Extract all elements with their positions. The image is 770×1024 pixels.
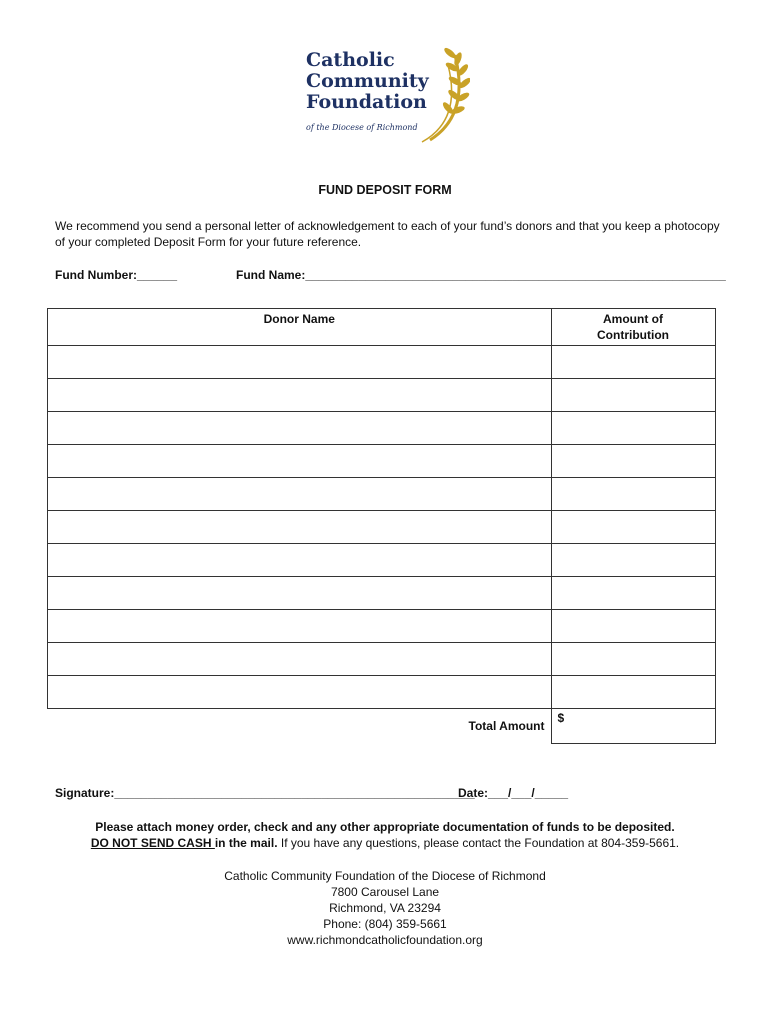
footer-city: Richmond, VA 23294 [329,901,441,915]
contribution-amount-cell[interactable] [551,346,715,379]
contribution-amount-cell[interactable] [551,412,715,445]
donor-name-cell[interactable] [48,643,552,676]
total-amount-field[interactable]: $ [551,709,715,744]
contribution-amount-cell[interactable] [551,511,715,544]
donor-row [48,577,716,610]
donor-name-cell[interactable] [48,379,552,412]
footer-website[interactable]: www.richmondcatholicfoundation.org [287,933,483,947]
form-title: FUND DEPOSIT FORM [318,183,452,197]
contribution-amount-cell[interactable] [551,379,715,412]
logo-subtitle: of the Diocese of Richmond [306,123,418,132]
donor-row [48,346,716,379]
contribution-amount-cell[interactable] [551,643,715,676]
donor-row [48,478,716,511]
donor-name-header: Donor Name [48,309,552,346]
donor-name-cell[interactable] [48,544,552,577]
donor-name-cell[interactable] [48,346,552,379]
fund-name-field[interactable]: Fund Name:_______________________________________________________________ [236,268,726,282]
date-field[interactable]: Date:___/___/_____ [458,786,569,800]
cash-warning [0,835,770,851]
donor-row [48,643,716,676]
contact-note: If you have any questions, please contact the Foundation at 804-359-5661. [277,836,680,850]
total-amount-label: Total Amount [468,719,545,734]
fund-number-field[interactable]: Fund Number:______ [55,268,178,282]
footer-phone: Phone: (804) 359-5661 [323,917,447,931]
donor-name-cell[interactable] [48,676,552,709]
donor-row [48,379,716,412]
signature-field[interactable]: Signature:______________________________________________________ [55,786,475,800]
donor-name-cell[interactable] [48,511,552,544]
donor-name-cell[interactable] [48,445,552,478]
contribution-amount-cell[interactable] [551,577,715,610]
donor-row [48,445,716,478]
footer-org: Catholic Community Foundation of the Diocese of Richmond [224,869,546,883]
signature-row [55,786,569,800]
donor-name-cell[interactable] [48,610,552,643]
foundation-logo [300,45,470,145]
intro-paragraph: We recommend you send a personal letter of acknowledgement to each of your fund’s donors and that you keep a photocopy of your completed Deposit Form for your future reference. [55,219,720,249]
contribution-amount-cell[interactable] [551,610,715,643]
address-footer [0,868,770,948]
donor-table [47,308,716,744]
contribution-amount-cell[interactable] [551,544,715,577]
contribution-amount-cell[interactable] [551,676,715,709]
in-the-mail: in the mail. [214,836,278,850]
donor-row [48,676,716,709]
donor-row [48,412,716,445]
donor-row [48,511,716,544]
wheat-icon [400,45,470,145]
contribution-amount-cell[interactable] [551,445,715,478]
logo-line-3: Foundation [306,91,427,113]
donor-name-cell[interactable] [48,577,552,610]
donor-row [48,544,716,577]
donor-name-cell[interactable] [48,478,552,511]
do-not-send-cash: DO NOT SEND CASH [90,836,215,850]
attachment-note [0,819,770,851]
donor-row [48,610,716,643]
contribution-amount-cell[interactable] [551,478,715,511]
footer-street: 7800 Carousel Lane [330,885,440,899]
logo-line-2: Community [306,70,429,92]
logo-line-1: Catholic [306,49,395,71]
amount-header-line-1: Amount of [603,312,663,326]
amount-header-line-2: Contribution [597,328,669,342]
donor-name-cell[interactable] [48,412,552,445]
attach-instruction: Please attach money order, check and any other appropriate documentation of funds to be deposited. [95,820,675,834]
amount-header [551,309,715,346]
